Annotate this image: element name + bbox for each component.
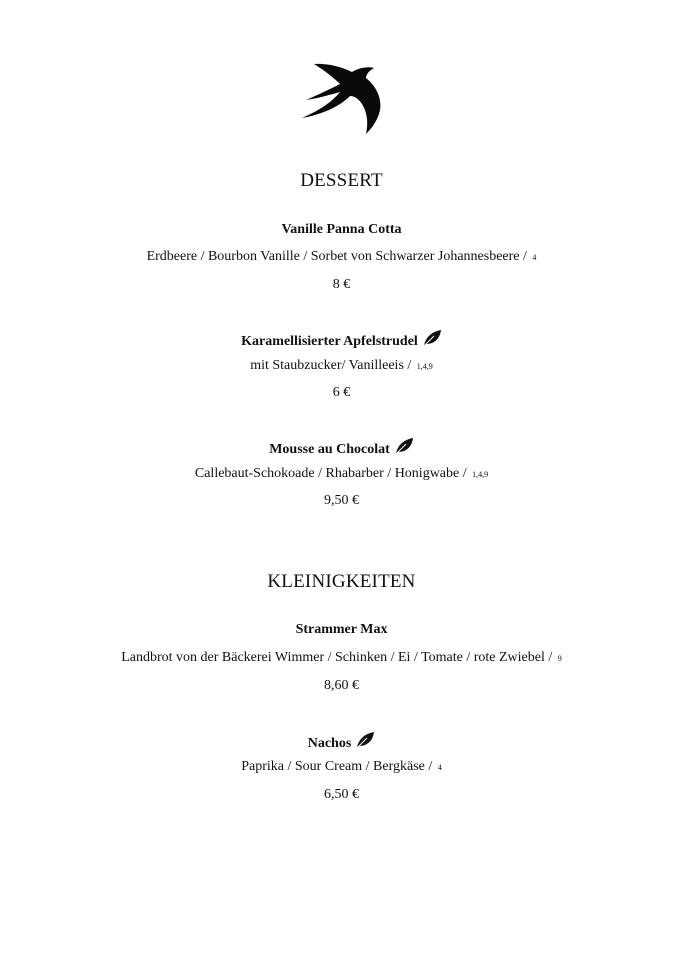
- swallow-bird-icon: [300, 58, 384, 136]
- item-name-label: Mousse au Chocolat: [269, 442, 390, 457]
- menu-item-name: [0, 222, 683, 238]
- menu-item-name: [0, 329, 683, 350]
- menu-item-price: 9,50 €: [324, 493, 359, 508]
- menu-item-price: 8 €: [332, 277, 351, 292]
- vegetarian-leaf-icon: [422, 329, 442, 347]
- description-text: Landbrot von der Bäckerei Wimmer / Schinken / Ei / Tomate / rote Zwiebel /: [121, 650, 553, 665]
- item-name-label: Karamellisierter Apfelstrudel: [241, 334, 418, 349]
- description-text: Callebaut-Schokoade / Rhabarber / Honigwabe /: [194, 466, 467, 481]
- menu-item-description: [0, 466, 683, 482]
- allergen-codes: 1,4,9: [416, 362, 433, 371]
- item-name-label: Vanille Panna Cotta: [281, 222, 402, 237]
- menu-item-description: [0, 650, 683, 666]
- item-name-label: Nachos: [307, 736, 352, 751]
- allergen-codes: 4: [437, 763, 442, 772]
- description-text: Erdbeere / Bourbon Vanille / Sorbet von Schwarzer Johannesbeere /: [146, 249, 527, 264]
- menu-item-price: 6 €: [332, 385, 351, 400]
- allergen-codes: 1,4,9: [472, 470, 489, 479]
- menu-item-name: [0, 622, 683, 638]
- allergen-codes: 4: [532, 253, 537, 262]
- vegetarian-leaf-icon: [355, 731, 375, 749]
- section-title-dessert: DESSERT: [300, 170, 383, 191]
- menu-item-name: [0, 731, 683, 752]
- item-name-label: Strammer Max: [295, 622, 388, 637]
- description-text: mit Staubzucker/ Vanilleeis /: [250, 358, 412, 373]
- allergen-codes: 9: [557, 654, 562, 663]
- vegetarian-leaf-icon: [394, 437, 414, 455]
- description-text: Paprika / Sour Cream / Bergkäse /: [241, 759, 433, 774]
- menu-item-price: 8,60 €: [324, 678, 359, 693]
- menu-item-price: 6,50 €: [324, 787, 359, 802]
- section-title-kleinigkeiten: KLEINIGKEITEN: [267, 571, 416, 592]
- menu-item-description: [0, 759, 683, 775]
- menu-item-name: [0, 437, 683, 458]
- menu-item-description: [0, 249, 683, 265]
- menu-item-description: [0, 358, 683, 374]
